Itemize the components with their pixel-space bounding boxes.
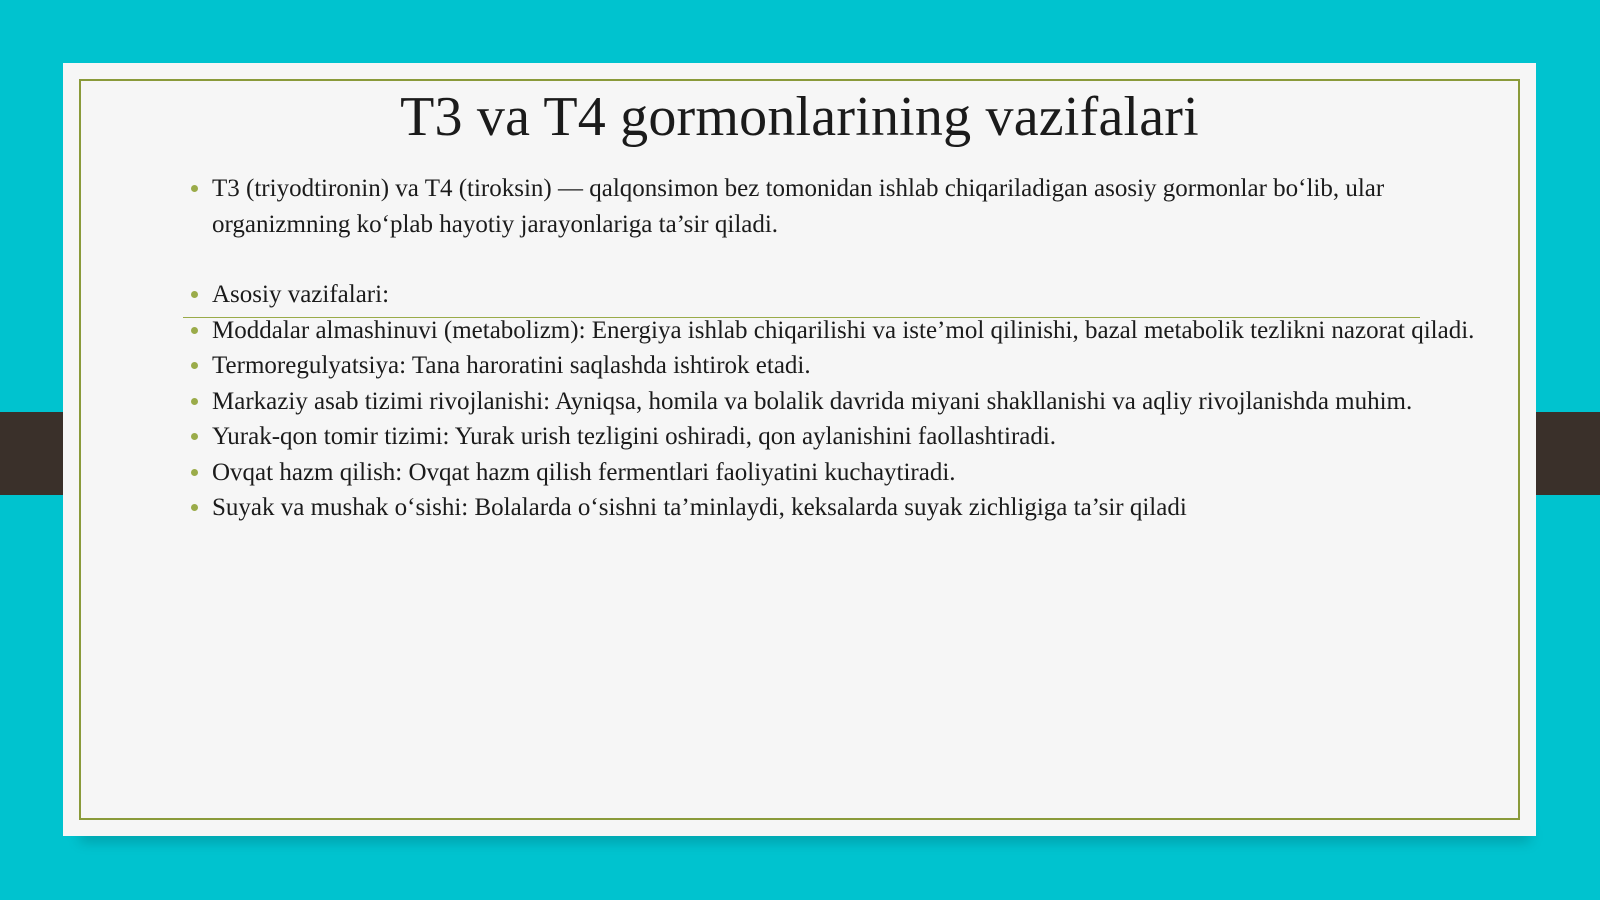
bullet-dot-icon [191, 504, 198, 511]
section-heading-text: Asosiy vazifalari: [212, 281, 390, 308]
list-item-text: Ovqat hazm qilish: Ovqat hazm qilish fermentlari faoliyatini kuchaytiradi. [212, 458, 956, 486]
list-item-text: Suyak va mushak o‘sishi: Bolalarda o‘sishni ta’minlaydi, keksalarda suyak zichligiga ta’sir qiladi [212, 494, 1187, 521]
slide [63, 63, 1536, 836]
bullet-dot-icon [191, 362, 198, 369]
bullet-dot-icon [191, 185, 198, 192]
list-spacer [189, 242, 1489, 277]
list-item [189, 313, 1489, 349]
list-item [189, 419, 1489, 455]
list-item-text: Markaziy asab tizimi rivojlanishi: Ayniqsa, homila va bolalik davrida miyani shakllanishi va aqliy rivojlanishda muhim. [212, 387, 1413, 415]
bullet-list [189, 171, 1489, 526]
bullet-dot-icon [191, 291, 198, 298]
list-item-text: Moddalar almashinuvi (metabolizm): Energiya ishlab chiqarilishi va iste’mol qilinishi, bazal metabolik tezlikni nazorat qiladi. [212, 316, 1475, 344]
list-item-text: Yurak-qon tomir tizimi: Yurak urish tezligini oshiradi, qon aylanishini faollashtiradi. [212, 423, 1057, 450]
list-item [189, 348, 1489, 384]
intro-text: T3 (triyodtironin) va T4 (tiroksin) — qalqonsimon bez tomonidan ishlab chiqariladigan asosiy gormonlar bo‘lib, ular organizmning ko‘plab hayotiy jarayonlariga ta’sir qiladi. [212, 175, 1385, 238]
bullet-dot-icon [191, 433, 198, 440]
slide-content [189, 171, 1489, 526]
bullet-dot-icon [191, 398, 198, 405]
bullet-dot-icon [191, 327, 198, 334]
list-item-text: Termoregulyatsiya: Tana haroratini saqlashda ishtirok etadi. [212, 352, 811, 379]
slide-title: T3 va T4 gormonlarining vazifalari [400, 86, 1199, 148]
list-item [189, 490, 1489, 526]
intro-item [189, 171, 1489, 242]
list-item [189, 384, 1489, 420]
bullet-dot-icon [191, 469, 198, 476]
section-heading-item [189, 277, 1489, 313]
list-item [189, 455, 1489, 491]
